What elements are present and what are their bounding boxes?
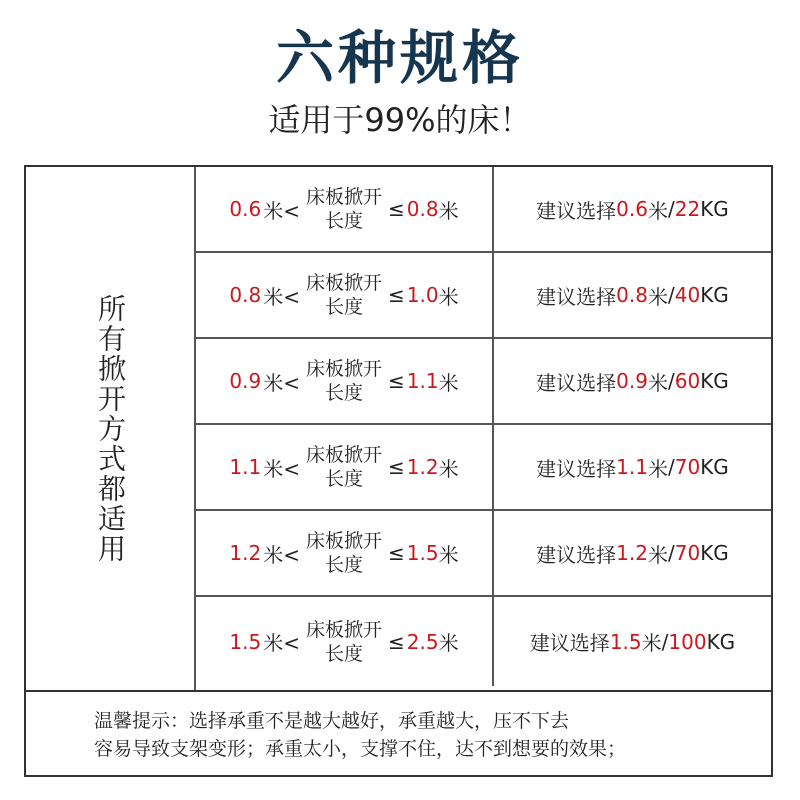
length-label [306,271,382,319]
suggest-size: 0.8 [616,283,648,307]
length-range-cell [196,511,494,595]
suggestion-cell [494,253,771,337]
length-label-line-2: 长度 [324,382,363,404]
suggest-unit: 米 [647,542,668,567]
length-range-cell [196,167,494,251]
spec-row [196,597,771,686]
range-low: 1.5 [229,629,262,654]
length-range-cell [196,597,494,686]
length-label-line-2: 长度 [324,468,363,490]
range-high: 1.5 [406,541,439,565]
tips-line-1: 温馨提示：选择承重不是越大越好，承重越大，压不下去 [94,710,570,732]
suggest-prefix: 建议选择 [536,542,617,567]
length-range-cell [196,253,494,337]
suggest-unit: 米 [647,284,668,309]
range-low-symbol: 米< [263,542,300,567]
load-unit: KG [700,283,729,307]
length-label [306,185,382,233]
length-label-line-2: 长度 [324,210,363,232]
spec-row [196,167,771,253]
length-label-line-2: 长度 [324,554,363,576]
suggest-load: 70 [674,541,701,565]
range-unit: 米 [438,198,459,223]
spec-rows [196,167,771,690]
length-label-line-2: 长度 [324,296,363,318]
page-subtitle: 适用于99%的床！ [268,101,532,139]
suggest-prefix: 建议选择 [536,370,617,395]
range-high: 1.2 [406,455,439,479]
side-label-cell [26,167,196,690]
suggest-prefix: 建议选择 [536,284,617,309]
load-unit: KG [700,455,729,479]
range-high: 1.1 [406,369,439,393]
range-unit: 米 [438,370,459,395]
range-high-symbol: ≤ [388,455,405,479]
length-label [306,529,382,577]
load-unit: KG [700,369,729,393]
range-unit: 米 [438,631,459,655]
length-label-line-1: 床板掀开 [305,618,382,641]
suggest-unit: 米 [647,370,668,395]
range-unit: 米 [438,542,459,567]
range-low-symbol: 米< [263,284,300,309]
slash: / [667,455,675,479]
length-label-line-1: 床板掀开 [305,530,382,552]
length-label [306,443,382,491]
length-label [306,357,382,405]
suggestion-cell [494,511,771,595]
page-title: 六种规格 [275,24,524,92]
range-low: 0.8 [229,283,262,307]
suggest-prefix: 建议选择 [536,198,617,223]
suggest-unit: 米 [647,198,668,223]
tips-note [26,690,771,775]
range-unit: 米 [438,284,459,309]
slash: / [667,283,675,307]
length-label-line-1: 床板掀开 [305,444,382,466]
range-high-symbol: ≤ [388,369,405,393]
length-range-cell [196,339,494,423]
range-unit: 米 [438,456,459,481]
spec-row [196,339,771,425]
suggest-prefix: 建议选择 [536,456,617,481]
suggestion-cell [494,425,771,509]
range-high: 0.8 [406,197,439,221]
suggest-load: 60 [674,369,701,393]
suggest-load: 100 [668,629,707,654]
suggest-size: 1.2 [616,541,648,565]
range-low-symbol: 米< [263,370,300,395]
suggest-size: 1.1 [616,455,648,479]
range-high-symbol: ≤ [388,541,405,565]
suggest-load: 40 [674,283,701,307]
suggest-size: 0.9 [616,369,648,393]
load-unit: KG [700,197,729,221]
range-low: 0.9 [229,369,262,393]
slash: / [667,369,675,393]
suggestion-cell [494,167,771,251]
range-low-symbol: 米< [263,456,300,481]
side-label: 所有掀开方式都适用 [94,293,127,564]
suggest-unit: 米 [641,631,662,655]
range-high-symbol: ≤ [388,197,405,221]
load-unit: KG [700,541,729,565]
slash: / [667,541,675,565]
range-low: 1.1 [229,455,262,479]
range-low: 1.2 [229,541,262,565]
slash: / [667,197,675,221]
range-high-symbol: ≤ [388,283,405,307]
tips-line-2: 容易导致支架变形；承重太小，支撑不住，达不到想要的效果； [94,738,627,760]
slash: / [661,629,669,654]
spec-row [196,253,771,339]
suggestion-cell [494,597,771,686]
suggest-unit: 米 [647,456,668,481]
suggest-load: 70 [674,455,701,479]
range-low: 0.6 [229,197,262,221]
length-label-line-2: 长度 [324,642,363,665]
range-high-symbol: ≤ [388,629,405,654]
range-high: 1.0 [406,283,439,307]
spec-row [196,425,771,511]
length-range-cell [196,425,494,509]
spec-table [24,165,773,777]
length-label [306,618,382,666]
range-high: 2.5 [406,629,439,654]
range-low-symbol: 米< [263,198,300,223]
suggest-size: 1.5 [609,629,642,654]
length-label-line-1: 床板掀开 [305,272,382,294]
range-low-symbol: 米< [263,631,300,655]
suggest-size: 0.6 [616,197,648,221]
suggest-prefix: 建议选择 [529,631,610,655]
spec-row [196,511,771,597]
length-label-line-1: 床板掀开 [305,186,382,208]
load-unit: KG [706,629,736,654]
length-label-line-1: 床板掀开 [305,358,382,380]
suggest-load: 22 [674,197,701,221]
suggestion-cell [494,339,771,423]
